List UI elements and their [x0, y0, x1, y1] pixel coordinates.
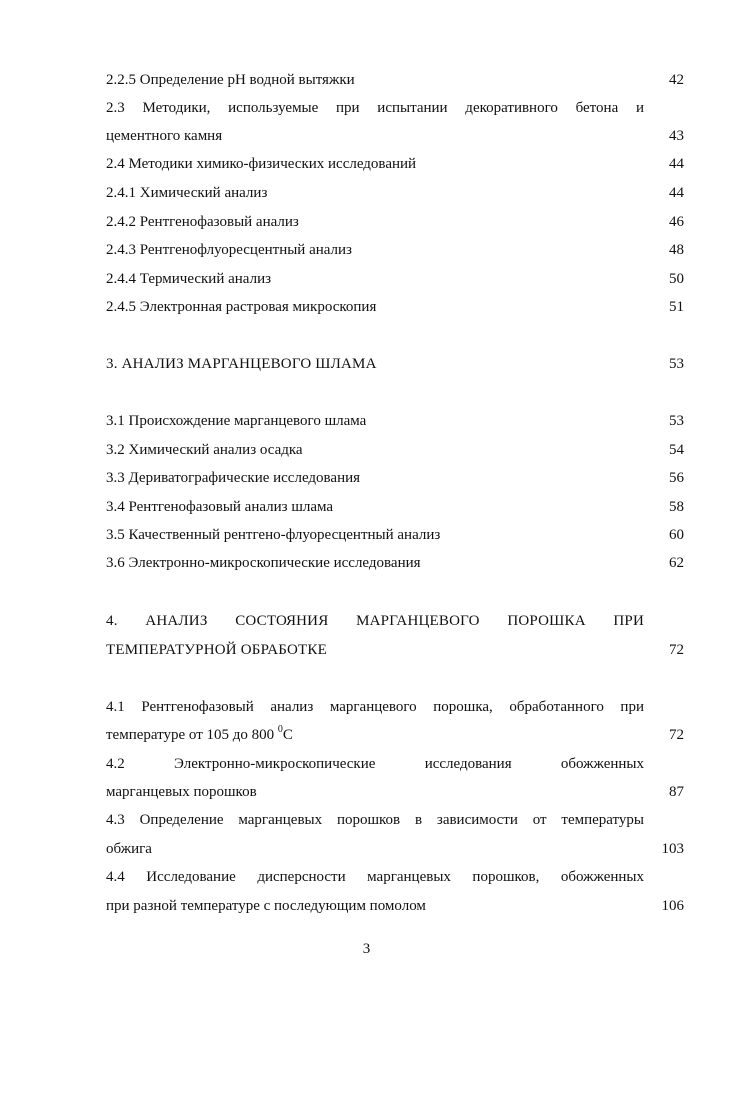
toc-page-number: 53	[669, 413, 684, 429]
toc-entry-text: марганцевых порошков	[106, 784, 257, 800]
toc-entry-text: 2.4.1 Химический анализ	[106, 185, 268, 201]
toc-entry-text: 3.4 Рентгенофазовый анализ шлама	[106, 499, 334, 515]
toc-entry-text: 2.4.5 Электронная растровая микроскопия	[106, 299, 377, 315]
toc-entry-text: при разной температуре с последующим помолом	[106, 898, 426, 914]
toc-page-number: 44	[669, 156, 684, 172]
toc-page-number: 58	[669, 499, 684, 515]
toc-entry-text: обжига	[106, 841, 152, 857]
toc-entry-text: 2.4 Методики химико-физических исследований	[106, 156, 417, 172]
toc-page-number: 72	[669, 642, 684, 658]
toc-page-number: 103	[661, 841, 684, 857]
toc-chapter-title: ТЕМПЕРАТУРНОЙ ОБРАБОТКЕ	[106, 642, 327, 658]
toc-entry-text: 2.4.2 Рентгенофазовый анализ	[106, 214, 299, 230]
toc-entry-text: 4.3 Определение марганцевых порошков в зависимости от температуры	[106, 812, 644, 828]
toc-page-number: 62	[669, 555, 684, 571]
toc-page-number: 42	[669, 72, 684, 88]
toc-entry-text: 4.2 Электронно-микроскопические исследования обожженных	[106, 756, 644, 772]
toc-entry-text: 3.5 Качественный рентгено-флуоресцентный анализ	[106, 527, 441, 543]
toc-page-number: 87	[669, 784, 684, 800]
toc-page-number: 56	[669, 470, 684, 486]
toc-page-number: 44	[669, 185, 684, 201]
toc-entry-text: 2.2.5 Определение рН водной вытяжки	[106, 72, 355, 88]
toc-page-number: 106	[661, 898, 684, 914]
toc-entry-text: 3.6 Электронно-микроскопические исследования	[106, 555, 421, 571]
toc-page-number: 54	[669, 442, 684, 458]
toc-entry-text: 3.1 Происхождение марганцевого шлама	[106, 413, 367, 429]
toc-page-number: 46	[669, 214, 684, 230]
toc-entry-text: 4.1 Рентгенофазовый анализ марганцевого порошка, обработанного при	[106, 699, 644, 715]
toc-chapter-title: 3. АНАЛИЗ МАРГАНЦЕВОГО ШЛАМА	[106, 356, 377, 372]
toc-entry-text: 3.3 Дериватографические исследования	[106, 470, 361, 486]
toc-page-number: 48	[669, 242, 684, 258]
toc-page-number: 43	[669, 128, 684, 144]
toc-page-number: 60	[669, 527, 684, 543]
toc-entry-text: температуре от 105 до 800 $^0$С	[106, 724, 293, 743]
toc-entry-text: 3.2 Химический анализ осадка	[106, 442, 303, 458]
toc-chapter-title: 4. АНАЛИЗ СОСТОЯНИЯ МАРГАНЦЕВОГО ПОРОШКА ПРИ	[106, 613, 644, 629]
toc-entry-text: 2.3 Методики, используемые при испытании декоративного бетона и	[106, 100, 644, 116]
toc-entry-text: 2.4.3 Рентгенофлуоресцентный анализ	[106, 242, 352, 258]
page-number: 3	[362, 941, 371, 957]
toc-entry-text: цементного камня	[106, 128, 223, 144]
toc-page-number: 72	[669, 727, 684, 743]
toc-page-number: 50	[669, 271, 684, 287]
toc-page-number: 53	[669, 356, 684, 372]
toc-entry-text: 4.4 Исследование дисперсности марганцевых порошков, обожженных	[106, 869, 644, 885]
toc-entry-text: 2.4.4 Термический анализ	[106, 271, 272, 287]
toc-page-number: 51	[669, 299, 684, 315]
